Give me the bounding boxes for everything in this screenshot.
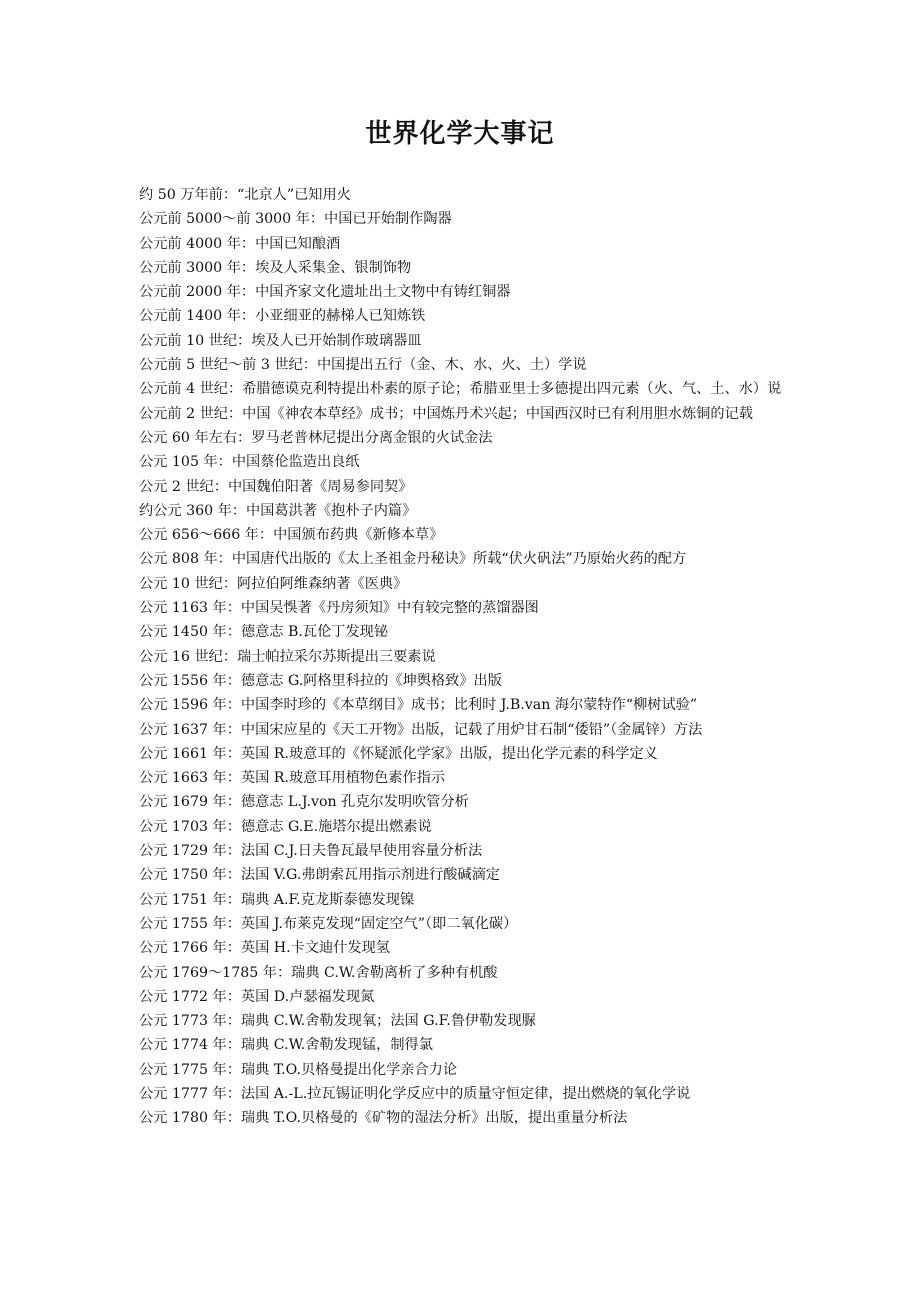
timeline-entry: 公元 1774 年：瑞典 C.W.舍勒发现锰，制得氯	[139, 1037, 433, 1054]
timeline-entry: 公元 1703 年：德意志 G.E.施塔尔提出燃素说	[139, 818, 432, 835]
timeline-entry: 公元前 4 世纪：希腊德谟克利特提出朴素的原子论；希腊亚里士多德提出四元素（火、气、土、水）说	[139, 381, 782, 398]
timeline-entry: 公元 1766 年：英国 H.卡文迪什发现氢	[139, 940, 390, 957]
timeline-entry: 公元 1751 年：瑞典 A.F.克龙斯泰德发现镍	[139, 891, 415, 908]
timeline-entry: 公元 2 世纪：中国魏伯阳著《周易参同契》	[139, 478, 413, 495]
timeline-entry: 公元 60 年左右：罗马老普林尼提出分离金银的火试金法	[139, 429, 493, 446]
timeline-entry: 公元 1661 年：英国 R.玻意耳的《怀疑派化学家》出版，提出化学元素的科学定义	[139, 745, 658, 762]
timeline-entry: 公元 1556 年：德意志 G.阿格里科拉的《坤舆格致》出版	[139, 672, 502, 689]
timeline-entry: 公元 1773 年：瑞典 C.W.舍勒发现氧；法国 G.F.鲁伊勒发现脲	[139, 1013, 536, 1030]
timeline-entry: 公元 1755 年：英国 J.布莱克发现“固定空气”（即二氧化碳）	[139, 915, 518, 932]
timeline-entry: 公元前 5000～前 3000 年：中国已开始制作陶器	[139, 211, 452, 228]
timeline-entry: 公元 1679 年：德意志 L.J.von 孔克尔发明吹管分析	[139, 794, 469, 811]
timeline-entry: 公元 16 世纪：瑞士帕拉采尔苏斯提出三要素说	[139, 648, 436, 665]
timeline-entry: 公元 1777 年：法国 A.-L.拉瓦锡证明化学反应中的质量守恒定律，提出燃烧的氧化学说	[139, 1085, 691, 1102]
timeline-entry: 公元 1729 年：法国 C.J.日夫鲁瓦最早使用容量分析法	[139, 843, 483, 860]
timeline-entry: 公元 1780 年：瑞典 T.O.贝格曼的《矿物的湿法分析》出版，提出重量分析法	[139, 1110, 628, 1127]
timeline-entry: 公元 1663 年：英国 R.玻意耳用植物色素作指示	[139, 770, 446, 787]
timeline-entry: 公元前 2000 年：中国齐家文化遗址出土文物中有铸红铜器	[139, 284, 511, 301]
timeline-entry: 公元 1163 年：中国吴悞著《丹房须知》中有较完整的蒸馏器图	[139, 600, 539, 617]
timeline-entry: 公元 1772 年：英国 D.卢瑟福发现氮	[139, 988, 375, 1005]
timeline-list	[139, 183, 789, 1131]
timeline-entry: 公元 10 世纪：阿拉伯阿维森纳著《医典》	[139, 575, 408, 592]
timeline-entry: 公元 1769～1785 年：瑞典 C.W.舍勒离析了多种有机酸	[139, 964, 498, 981]
timeline-entry: 公元前 2 世纪：中国《神农本草经》成书；中国炼丹术兴起；中国西汉时已有利用胆水炼铜的记载	[139, 405, 753, 422]
timeline-entry: 公元前 10 世纪：埃及人已开始制作玻璃器皿	[139, 332, 422, 349]
timeline-entry: 公元 808 年：中国唐代出版的《太上圣祖金丹秘诀》所载“伏火矾法”乃原始火药的配方	[139, 551, 687, 568]
timeline-entry: 公元 1775 年：瑞典 T.O.贝格曼提出化学亲合力论	[139, 1061, 458, 1078]
timeline-entry: 公元前 5 世纪～前 3 世纪：中国提出五行（金、木、水、火、土）学说	[139, 357, 587, 374]
timeline-entry: 公元 1637 年：中国宋应星的《天工开物》出版，记载了用炉甘石制“倭铅”（金属锌）方法	[139, 721, 703, 738]
timeline-entry: 公元 656～666 年：中国颁布药典《新修本草》	[139, 527, 444, 544]
timeline-entry: 公元 1596 年：中国李时珍的《本草纲目》成书；比利时 J.B.van 海尔蒙特作“柳树试验”	[139, 697, 698, 714]
page-title: 世界化学大事记	[365, 119, 555, 149]
timeline-entry: 公元 105 年：中国蔡伦监造出良纸	[139, 454, 360, 471]
timeline-entry: 公元前 1400 年：小亚细亚的赫梯人已知炼铁	[139, 308, 426, 325]
timeline-entry: 公元前 4000 年：中国已知酿酒	[139, 235, 341, 252]
timeline-entry: 公元前 3000 年：埃及人采集金、银制饰物	[139, 259, 412, 276]
timeline-entry: 约 50 万年前：“北京人”已知用火	[139, 187, 351, 203]
timeline-entry: 公元 1750 年：法国 V.G.弗朗索瓦用指示剂进行酸碱滴定	[139, 867, 500, 884]
timeline-entry: 约公元 360 年：中国葛洪著《抱朴子内篇》	[139, 502, 417, 519]
timeline-entry: 公元 1450 年：德意志 B.瓦伦丁发现铋	[139, 624, 389, 641]
